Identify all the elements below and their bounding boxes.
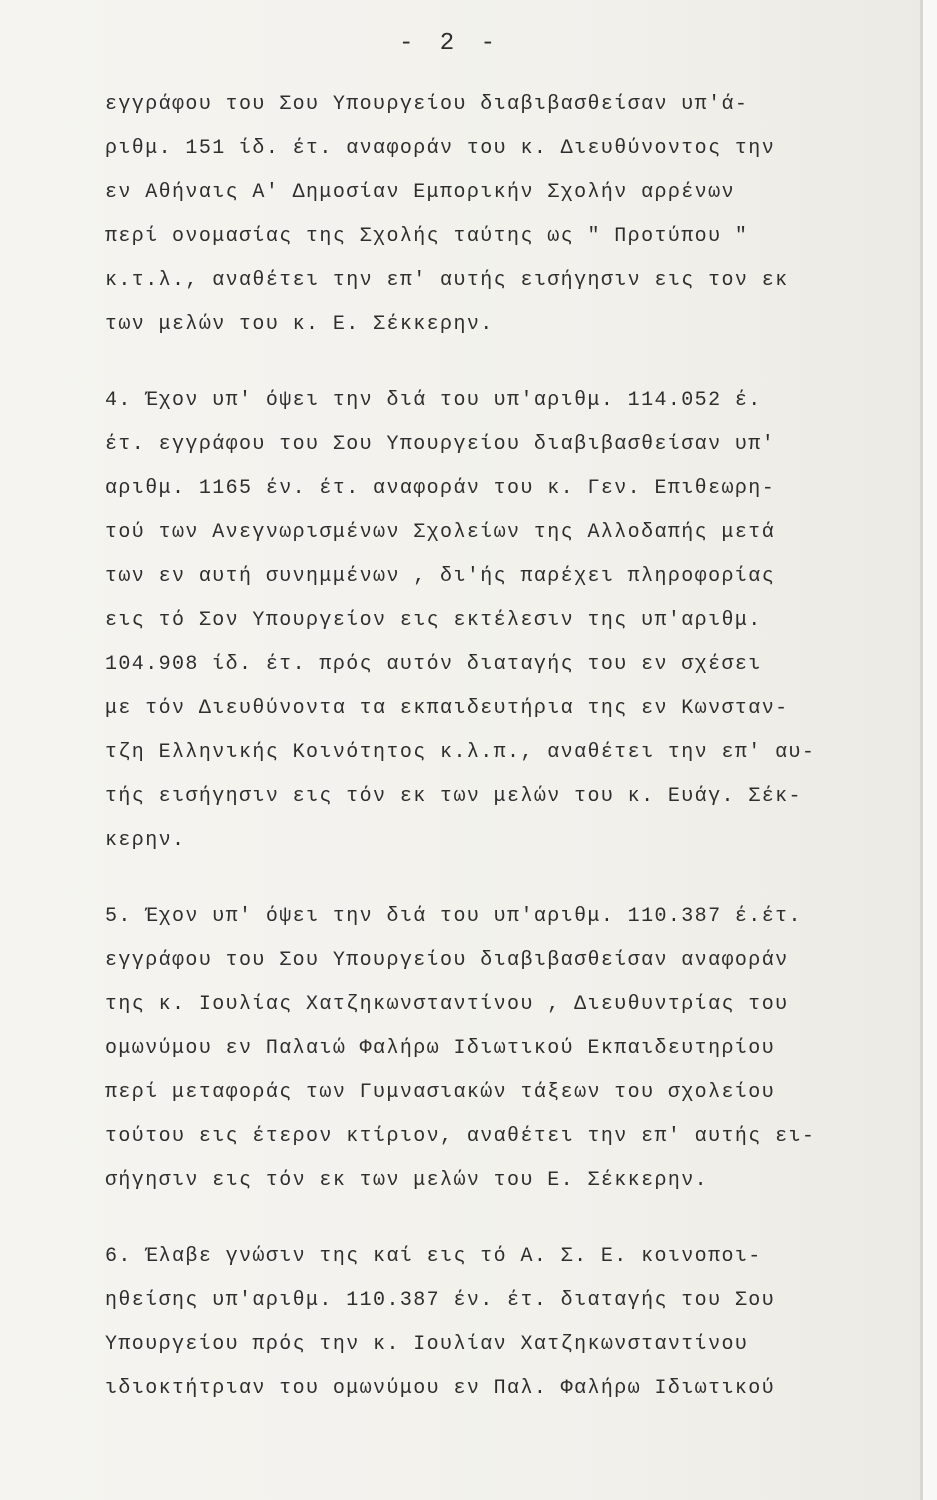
text-line: 6. Έλαβε γνώσιν της καί εις τό Α. Σ. Ε. κοινοποι- <box>105 1245 762 1268</box>
text-line: ιδιοκτήτριαν του ομωνύμου εν Παλ. Φαλήρω Ιδιωτικού <box>105 1377 776 1400</box>
text-line: τούτου εις έτερον κτίριον, αναθέτει την επ' αυτής ει- <box>105 1125 816 1148</box>
text-line: 5. Έχον υπ' όψει την διά του υπ'αριθμ. 110.387 έ.έτ. <box>105 905 802 928</box>
text-line: σήγησιν εις τόν εκ των μελών του Ε. Σέκκερην. <box>105 1169 709 1192</box>
text-line: εις τό Σον Υπουργείον εις εκτέλεσιν της υπ'αριθμ. <box>105 609 762 632</box>
text-line: των εν αυτή συνημμένων , δι'ής παρέχει πληροφορίας <box>105 565 776 588</box>
text-line: ριθμ. 151 ίδ. έτ. αναφοράν του κ. Διευθύνοντος την <box>105 137 776 160</box>
text-line: τζη Ελληνικής Κοινότητος κ.λ.π., αναθέτει την επ' αυ- <box>105 741 816 764</box>
text-line: 4. Έχον υπ' όψει την διά του υπ'αριθμ. 114.052 έ. <box>105 389 762 412</box>
text-line: 104.908 ίδ. έτ. πρός αυτόν διαταγής του εν σχέσει <box>105 653 762 676</box>
text-line: αριθμ. 1165 έν. έτ. αναφοράν του κ. Γεν. Επιθεωρη- <box>105 477 776 500</box>
text-line: της κ. Ιουλίας Χατζηκωνσταντίνου , Διευθυντρίας του <box>105 993 789 1016</box>
text-line: τής εισήγησιν εις τόν εκ των μελών του κ. Ευάγ. Σέκ- <box>105 785 802 808</box>
text-line: ομωνύμου εν Παλαιώ Φαλήρω Ιδιωτικού Εκπαιδευτηρίου <box>105 1037 776 1060</box>
text-line: εν Αθήναις Α' Δημοσίαν Εμπορικήν Σχολήν αρρένων <box>105 181 735 204</box>
text-line: περί μεταφοράς των Γυμνασιακών τάξεων του σχολείου <box>105 1081 776 1104</box>
text-line: έτ. εγγράφου του Σου Υπουργείου διαβιβασθείσαν υπ' <box>105 433 776 456</box>
page-edge <box>923 0 937 1500</box>
page-edge-shadow <box>920 0 923 1500</box>
text-line: κ.τ.λ., αναθέτει την επ' αυτής εισήγησιν εις τον εκ <box>105 269 789 292</box>
text-line: εγγράφου του Σου Υπουργείου διαβιβασθείσαν υπ'ά- <box>105 93 749 116</box>
text-line: Υπουργείου πρός την κ. Ιουλίαν Χατζηκωνσταντίνου <box>105 1333 749 1356</box>
text-line: εγγράφου του Σου Υπουργείου διαβιβασθείσαν αναφοράν <box>105 949 789 972</box>
page-number: - 2 - <box>398 30 501 57</box>
text-line: τού των Ανεγνωρισμένων Σχολείων της Αλλοδαπής μετά <box>105 521 776 544</box>
text-line: ηθείσης υπ'αριθμ. 110.387 έν. έτ. διαταγής του Σου <box>105 1289 776 1312</box>
text-line: περί ονομασίας της Σχολής ταύτης ως " Προτύπου " <box>105 225 749 248</box>
text-line: κερην. <box>105 829 186 852</box>
text-line: των μελών του κ. Ε. Σέκκερην. <box>105 313 494 336</box>
text-line: με τόν Διευθύνοντα τα εκπαιδευτήρια της εν Κωνσταν- <box>105 697 789 720</box>
